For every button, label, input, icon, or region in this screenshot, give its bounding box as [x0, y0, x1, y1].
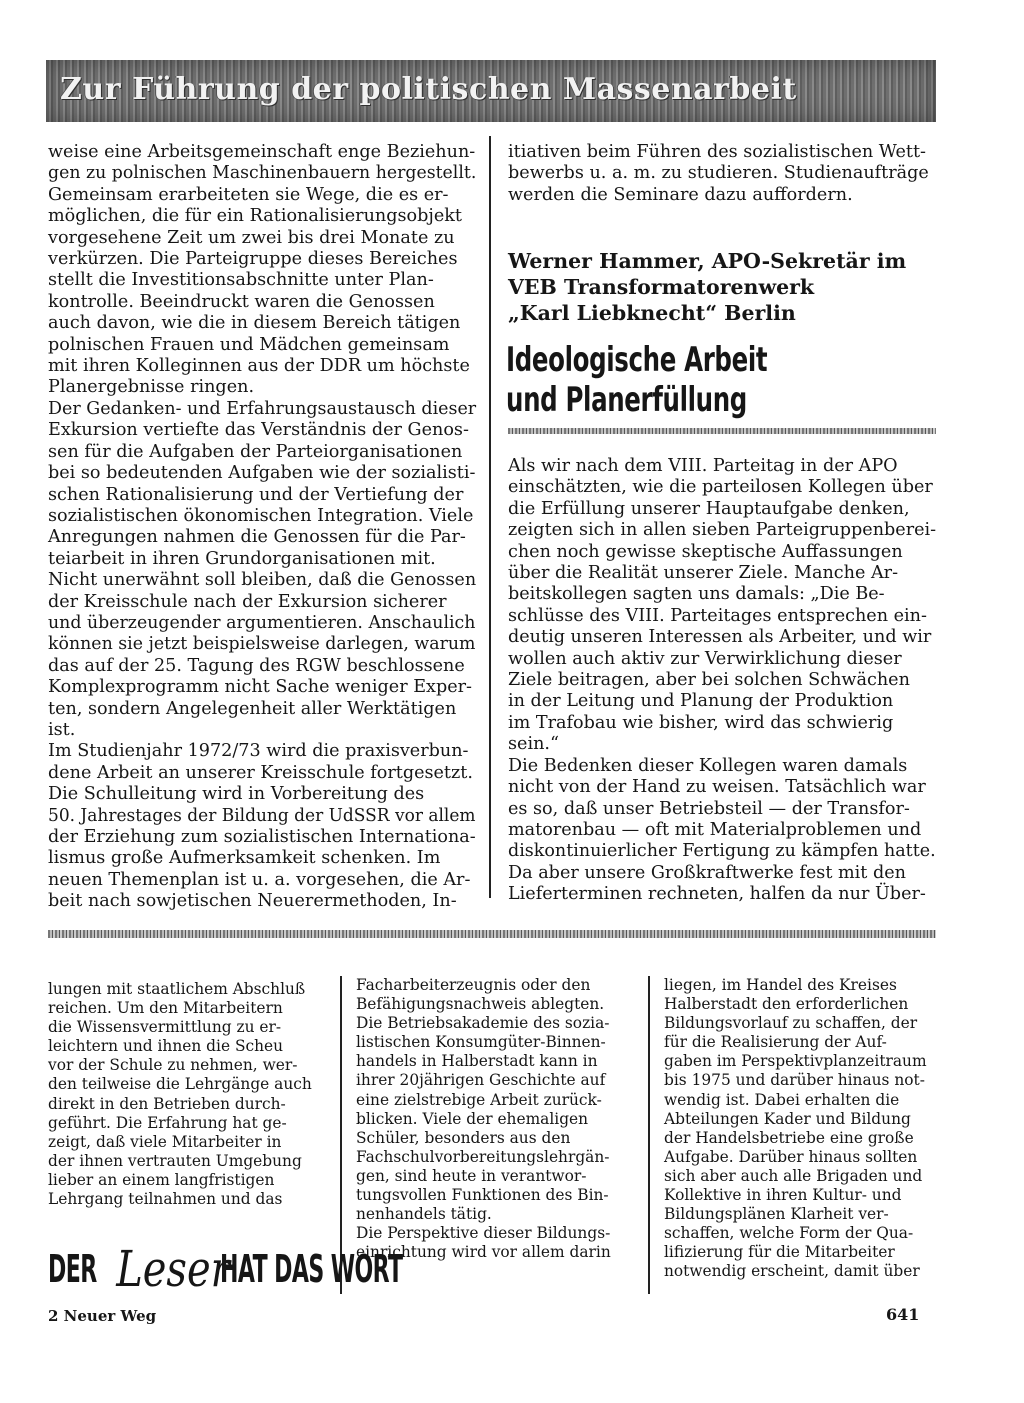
text-line: Facharbeiterzeugnis oder den — [356, 976, 591, 994]
headline-rule — [508, 428, 936, 434]
text-line: weise eine Arbeitsgemeinschaft enge Beziehun- — [48, 142, 476, 162]
text-line: schlüsse des VIII. Parteitages entsprechen ein- — [508, 605, 927, 626]
text-line: Schüler, besonders aus den — [356, 1128, 571, 1147]
text-line: ihrer 20jährigen Geschichte auf — [356, 1071, 606, 1090]
section-banner — [46, 60, 936, 122]
text-line: Die Perspektive dieser Bildungs- — [356, 1224, 611, 1243]
text-line: beit nach sowjetischen Neuerermethoden, In- — [48, 891, 457, 912]
text-line: reichen. Um den Mitarbeitern — [48, 999, 283, 1018]
text-line: Gemeinsam erarbeiteten sie Wege, die es er- — [48, 184, 449, 205]
text-line: neuen Themenplan ist u. a. vorgesehen, die Ar- — [48, 869, 471, 890]
lower-column-2-text — [356, 976, 638, 1262]
text-line: Die Betriebsakademie des sozia- — [356, 1014, 610, 1033]
column-divider — [489, 136, 491, 898]
text-line: ten, sondern Angelegenheit aller Werktätigen — [48, 698, 457, 719]
reader-column-logo — [48, 1240, 403, 1298]
text-line: Halberstadt den erforderlichen — [664, 995, 909, 1014]
text-line: Planergebnisse ringen. — [48, 377, 255, 398]
text-line: Befähigungsnachweis ablegten. — [356, 995, 605, 1014]
text-line: Die Schulleitung wird in Vorbereitung des — [48, 784, 425, 805]
text-line: schen Rationalisierung und der Vertiefung der — [48, 484, 464, 505]
text-line: sich aber auch alle Brigaden und — [664, 1166, 923, 1185]
text-line: für die Realisierung der Auf- — [664, 1033, 887, 1052]
text-line: blicken. Viele der ehemaligen — [356, 1109, 589, 1128]
lower-column-3-text — [664, 976, 946, 1282]
article-headline — [506, 340, 808, 420]
lower-column-1-text — [48, 980, 330, 1209]
text-line: „Karl Liebknecht“ Berlin — [508, 301, 796, 325]
text-line: gen, sind heute in verantwor- — [356, 1166, 587, 1185]
text-line: Die Bedenken dieser Kollegen waren damals — [508, 755, 908, 776]
text-line: sozialistischen ökonomischen Integration. Viele — [48, 505, 474, 526]
text-line: mit ihren Kolleginnen aus der DDR um höchste — [48, 356, 470, 377]
text-line: die Erfüllung unserer Hauptaufgabe denken, — [508, 498, 910, 519]
text-line: Ideologische Arbeit — [506, 340, 768, 380]
text-line: Bildungsvorlauf zu schaffen, der — [664, 1014, 918, 1033]
text-line: Anregungen nahmen die Genossen für die Par- — [48, 527, 466, 548]
text-line: polnischen Frauen und Mädchen gemeinsam — [48, 334, 450, 355]
text-line: 50. Jahrestages der Bildung der UdSSR vor allem — [48, 805, 476, 826]
text-line: deutig unseren Interessen als Arbeiter, und wir — [508, 627, 932, 648]
text-line: Lehrgang teilnahmen und das — [48, 1190, 283, 1209]
text-line: kontrolle. Beeindruckt waren die Genossen — [48, 291, 435, 312]
text-line: wollen auch aktiv zur Verwirklichung dieser — [508, 648, 902, 669]
text-line: den teilweise die Lehrgänge auch — [48, 1075, 312, 1094]
text-line: teiarbeit in ihren Grundorganisationen mit. — [48, 548, 436, 569]
text-line: Da aber unsere Großkraftwerke fest mit den — [508, 862, 906, 883]
text-line: listischen Konsumgüter-Binnen- — [356, 1033, 606, 1052]
right-column-body — [508, 456, 936, 906]
text-line: vor der Schule zu nehmen, wer- — [48, 1056, 298, 1075]
text-line: beitskollegen sagten uns damals: „Die Be- — [508, 584, 885, 605]
text-line: im Trafobau wie bisher, wird das schwierig — [508, 712, 894, 733]
text-line: die Wissensvermittlung zu er- — [48, 1018, 282, 1037]
text-line: stellt die Investitionsabschnitte unter Plan- — [48, 270, 434, 291]
text-line: der ihnen vertrauten Umgebung — [48, 1151, 302, 1170]
text-line: verkürzen. Die Parteigruppe dieses Bereiches — [48, 249, 458, 270]
intro-text — [508, 142, 936, 206]
text-line: nenhandels tätig. — [356, 1205, 492, 1224]
text-line: der Erziehung zum sozialistischen Internationa- — [48, 827, 476, 847]
text-line: matorenbau — oft mit Materialproblemen und — [508, 819, 922, 840]
text-line: lieber an einem langfristigen — [48, 1170, 275, 1189]
text-line: lismus große Aufmerksamkeit schenken. Im — [48, 848, 441, 869]
section-title: Zur Führung der politischen Massenarbeit — [60, 72, 797, 107]
text-line: werden die Seminare dazu auffordern. — [508, 184, 853, 205]
logo-hat-das-wort: HAT DAS WORT — [219, 1247, 403, 1291]
text-line: über die Realität unserer Ziele. Manche Ar- — [508, 563, 899, 584]
page-number: 641 — [886, 1305, 920, 1324]
lower-column-2 — [356, 976, 638, 1262]
text-line: sein.“ — [508, 734, 559, 755]
text-line: tungsvollen Funktionen des Bin- — [356, 1186, 609, 1205]
text-line: Abteilungen Kader und Bildung — [664, 1109, 911, 1128]
text-line: notwendig erscheint, damit über — [664, 1262, 920, 1281]
text-line: Kollektive in ihren Kultur- und — [664, 1186, 902, 1205]
text-line: Lieferterminen rechneten, halfen da nur Über- — [508, 884, 926, 905]
text-line: direkt in den Betrieben durch- — [48, 1094, 286, 1113]
publication-footer: 2 Neuer Weg — [48, 1307, 157, 1325]
left-column-text — [48, 142, 476, 913]
text-line: Der Gedanken- und Erfahrungsaustausch dieser — [48, 398, 477, 419]
section-separator — [48, 930, 936, 938]
right-column-intro — [508, 142, 936, 206]
text-line: liegen, im Handel des Kreises — [664, 976, 897, 994]
text-line: vorgesehene Zeit um zwei bis drei Monate zu — [48, 227, 455, 248]
article-body — [508, 456, 936, 906]
text-line: eine zielstrebige Arbeit zurück- — [356, 1090, 602, 1109]
text-line: schaffen, welche Form der Qua- — [664, 1224, 914, 1243]
text-line: itiativen beim Führen des sozialistischen Wett- — [508, 142, 926, 162]
text-line: in der Leitung und Planung der Produktion — [508, 691, 894, 712]
text-line: gen zu polnischen Maschinenbauern hergestellt. — [48, 163, 477, 184]
text-line: VEB Transformatorenwerk — [508, 275, 815, 299]
text-line: gaben im Perspektivplanzeitraum — [664, 1052, 927, 1071]
text-line: bei so bedeutenden Aufgaben wie der sozialisti- — [48, 463, 476, 484]
text-line: Werner Hammer, APO-Sekretär im — [508, 249, 907, 273]
text-line: bewerbs u. a. m. zu studieren. Studienaufträge — [508, 163, 929, 184]
text-line: und überzeugender argumentieren. Anschaulich — [48, 612, 476, 633]
text-line: Im Studienjahr 1972/73 wird die praxisverbun- — [48, 741, 469, 762]
text-line: das auf der 25. Tagung des RGW beschlossene — [48, 655, 465, 676]
text-line: können sie jetzt beispielsweise darlegen, warum — [48, 634, 476, 655]
lower-column-3 — [664, 976, 946, 1282]
text-line: Komplexprogramm nicht Sache weniger Exper- — [48, 677, 472, 698]
text-line: leichtern und ihnen die Scheu — [48, 1037, 284, 1056]
logo-der: DER — [48, 1247, 97, 1291]
text-line: der Handelsbetriebe eine große — [664, 1128, 914, 1147]
text-line: dene Arbeit an unserer Kreisschule fortgesetzt. — [48, 762, 473, 783]
text-line: einschätzten, wie die parteilosen Kollegen über — [508, 477, 933, 498]
text-line: geführt. Die Erfahrung hat ge- — [48, 1113, 287, 1132]
text-line: zeigt, daß viele Mitarbeiter in — [48, 1132, 282, 1151]
author-byline — [508, 248, 928, 326]
text-line: und Planerfüllung — [506, 380, 747, 420]
text-line: wendig ist. Dabei erhalten die — [664, 1090, 900, 1109]
text-line: auch davon, wie die in diesem Bereich tätigen — [48, 313, 461, 334]
text-line: Exkursion vertiefte das Verständnis der Genos- — [48, 420, 469, 441]
lower-column-1 — [48, 980, 330, 1209]
text-line: Aufgabe. Darüber hinaus sollten — [664, 1147, 918, 1166]
text-line: diskontinuierlicher Fertigung zu kämpfen hatte. — [508, 841, 936, 862]
text-line: chen noch gewisse skeptische Auffassungen — [508, 541, 903, 562]
text-line: möglichen, die für ein Rationalisierungsobjekt — [48, 206, 462, 227]
text-line: Fachschulvorbereitungslehrgän- — [356, 1147, 610, 1166]
text-line: der Kreisschule nach der Exkursion sicherer — [48, 591, 447, 612]
text-line: lifizierung für die Mitarbeiter — [664, 1243, 895, 1262]
logo-leser: Leser — [115, 1240, 230, 1298]
text-line: nicht von der Hand zu weisen. Tatsächlich war — [508, 777, 926, 798]
text-line: Als wir nach dem VIII. Parteitag in der APO — [508, 456, 898, 476]
text-line: sen für die Aufgaben der Parteiorganisationen — [48, 441, 463, 462]
text-line: bis 1975 und darüber hinaus not- — [664, 1071, 925, 1090]
text-line: lungen mit staatlichem Abschluß — [48, 980, 306, 998]
text-line: Ziele beitragen, aber bei solchen Schwächen — [508, 670, 910, 691]
text-line: Bildungsplänen Klarheit ver- — [664, 1205, 889, 1224]
text-line: Nicht unerwähnt soll bleiben, daß die Genossen — [48, 570, 477, 591]
text-line: einrichtung wird vor allem darin — [356, 1243, 611, 1262]
column-divider — [648, 976, 650, 1294]
text-line: handels in Halberstadt kann in — [356, 1052, 598, 1071]
text-line: ist. — [48, 719, 76, 740]
text-line: zeigten sich in allen sieben Parteigruppenberei- — [508, 520, 937, 541]
text-line: es so, daß unser Betriebsteil — der Transfor- — [508, 798, 910, 819]
left-column — [48, 142, 476, 913]
